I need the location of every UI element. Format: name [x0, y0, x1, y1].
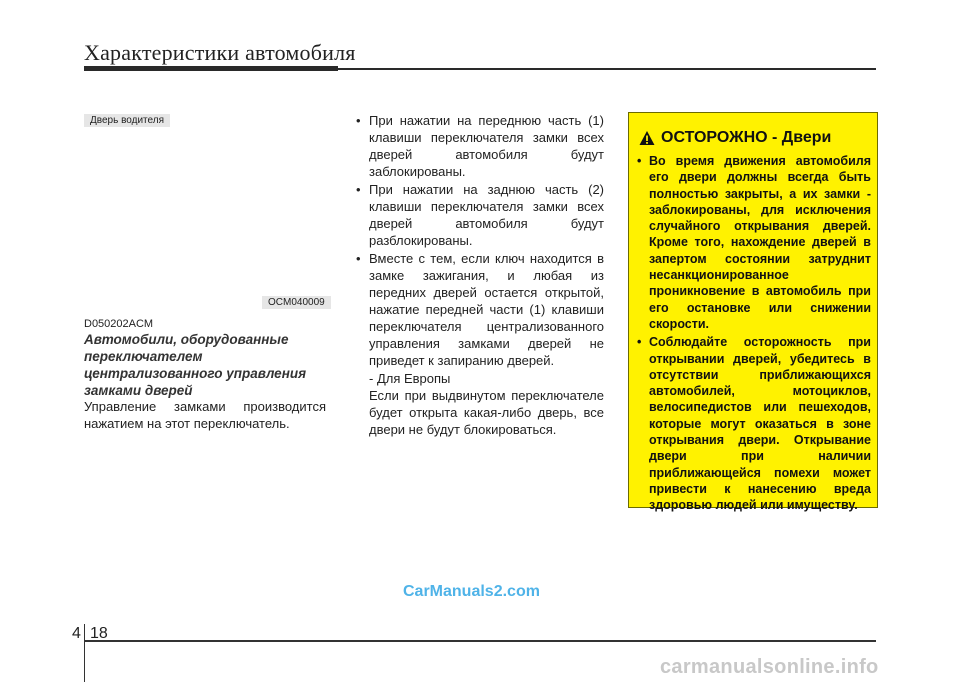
- warning-header: [639, 127, 831, 149]
- chapter-number: 4: [72, 625, 81, 642]
- figure-label: Дверь водителя: [84, 114, 170, 127]
- section-body: Управление замками производится нажатием на этот переключатель.: [84, 399, 326, 431]
- europe-text: Если при выдвинутом переключателе будет открыта какая-либо дверь, все двери не будут блокироваться.: [369, 388, 604, 437]
- header-rule-thin: [338, 68, 876, 70]
- warning-icon: [639, 130, 655, 146]
- header-rule-thick: [84, 66, 338, 71]
- warning-item-opening: • Соблюдайте осторожность при открывании дверей, убедитесь в отсутствии приближающихся автомобилей, мотоциклов, велосипедистов или пешеходов, которые могут оказаться в зоне открывания двери. Открывание двери при наличии приближающейся помехи может привести к нанесению вреда здоровью людей или имуществу.: [637, 334, 871, 513]
- figure-code: OCM040009: [262, 296, 331, 309]
- middle-column: [356, 112, 604, 438]
- footer-rule: [84, 640, 876, 642]
- europe-label: - Для Европы: [369, 371, 451, 386]
- warning-item-driving: • Во время движения автомобиля его двери должны всегда быть полностью закрыты, а их замки - заблокированы, для исключения случайного открывания дверей. Кроме того, нахождение дверей в запертом состоянии затруднит несанкционированное проникновение в автомобиль при его остановке или снижении скорости.: [637, 153, 871, 332]
- bullet-ignition-key: • Вместе с тем, если ключ находится в замке зажигания, и любая из передних дверей остается открытой, нажатие передней части (1) клавиши переключателя централизованного управления замками дверей не приведет к запиранию дверей.: [356, 250, 604, 369]
- warning-title: ОСТОРОЖНО - Двери: [661, 129, 832, 146]
- page-header-title: Характеристики автомобиля: [84, 40, 356, 65]
- watermark-carmanualsonline[interactable]: carmanualsonline.info: [660, 656, 879, 678]
- footer-divider: [84, 624, 85, 682]
- warning-box: [628, 112, 878, 513]
- section-image-code: D050202ACM: [84, 318, 154, 330]
- bullet-lock: • При нажатии на переднюю часть (1) клавиши переключателя замки всех дверей автомобиля будут заблокированы.: [356, 112, 604, 180]
- warning-list: [637, 153, 871, 516]
- page-number: 18: [90, 625, 108, 642]
- section-title: Автомобили, оборудованные переключателем централизованного управления замками дверей: [84, 332, 307, 398]
- bullet-unlock: • При нажатии на заднюю часть (2) клавиши переключателя замки всех дверей автомобиля будут разблокированы.: [356, 181, 604, 249]
- watermark-carmanuals2[interactable]: CarManuals2.com: [403, 583, 540, 600]
